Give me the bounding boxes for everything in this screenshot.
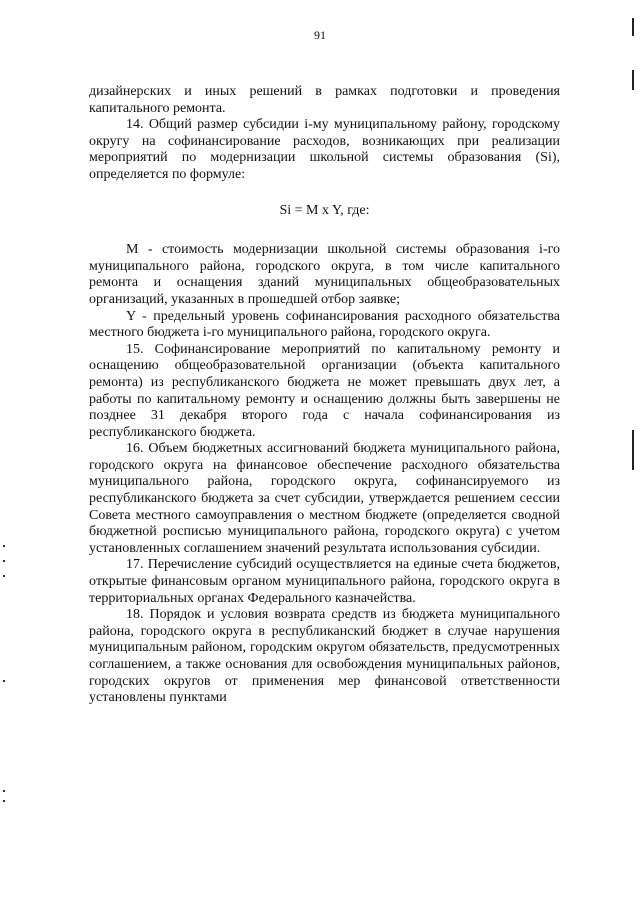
paragraph-18: 18. Порядок и условия возврата средств из бюджета муниципального района, городского округа в республиканский бюджет в случае нарушения муниципальным районом, городским округом обязательств, предусмотренных соглашением, а также основания для освобождения муниципальных районов, городских округов от применения мер финансовой ответственности установлены пунктами bbox=[89, 607, 560, 706]
scan-dot-left-3 bbox=[3, 575, 5, 577]
scan-mark-right-3 bbox=[632, 430, 634, 470]
page-number: 91 bbox=[314, 28, 326, 42]
definition-m: M - стоимость модернизации школьной системы образования i-го муниципального района, городского округа, в том числе капитального ремонта и оснащения зданий муниципальных общеобразовательных организаций, указанных в прошедшей отбор заявке; bbox=[89, 242, 560, 307]
paragraph-16: 16. Объем бюджетных ассигнований бюджета муниципального района, городского округа на финансовое обеспечение расходного обязательства муниципального района, городского округа, софинансируемого из республиканского бюджета за счет субсидии, утверждается решением сессии Совета местного самоуправления о местном бюджете (определяется сводной бюджетной росписью муниципального района, городского округа) с учетом установленных соглашением значений результата использования субсидии. bbox=[89, 441, 560, 556]
document-body bbox=[89, 84, 560, 707]
scan-mark-right-1 bbox=[632, 18, 634, 36]
scan-dot-left-6 bbox=[3, 800, 5, 802]
paragraph-15: 15. Софинансирование мероприятий по капитальному ремонту и оснащению общеобразовательной организации (объекта капитального ремонта) из республиканского бюджета не может превышать двух лет, а работы по капитальному ремонту и оснащению должны быть завершены не позднее 31 декабря второго года с начала софинансирования из республиканского бюджета. bbox=[89, 341, 560, 440]
paragraph-continuation: дизайнерских и иных решений в рамках подготовки и проведения капитального ремонта. bbox=[89, 84, 560, 116]
scan-mark-right-2 bbox=[632, 70, 634, 90]
scan-dot-left-1 bbox=[3, 545, 5, 547]
scan-dot-left-5 bbox=[3, 790, 5, 792]
paragraph-14: 14. Общий размер субсидии i-му муниципальному району, городскому округу на софинансирование расходов, возникающих при реализации мероприятий по модернизации школьной системы образования (Si), определяется по формуле: bbox=[89, 117, 560, 182]
formula: Si = M x Y, где: bbox=[279, 202, 370, 218]
scan-dot-left-2 bbox=[3, 560, 5, 562]
paragraph-17: 17. Перечисление субсидий осуществляется на единые счета бюджетов, открытые финансовым органом муниципального района, городского округа в территориальных органах Федерального казначейства. bbox=[89, 557, 560, 606]
definition-y: Y - предельный уровень софинансирования расходного обязательства местного бюджета i-го муниципального района, городского округа. bbox=[89, 308, 560, 341]
scan-dot-left-4 bbox=[3, 680, 5, 682]
